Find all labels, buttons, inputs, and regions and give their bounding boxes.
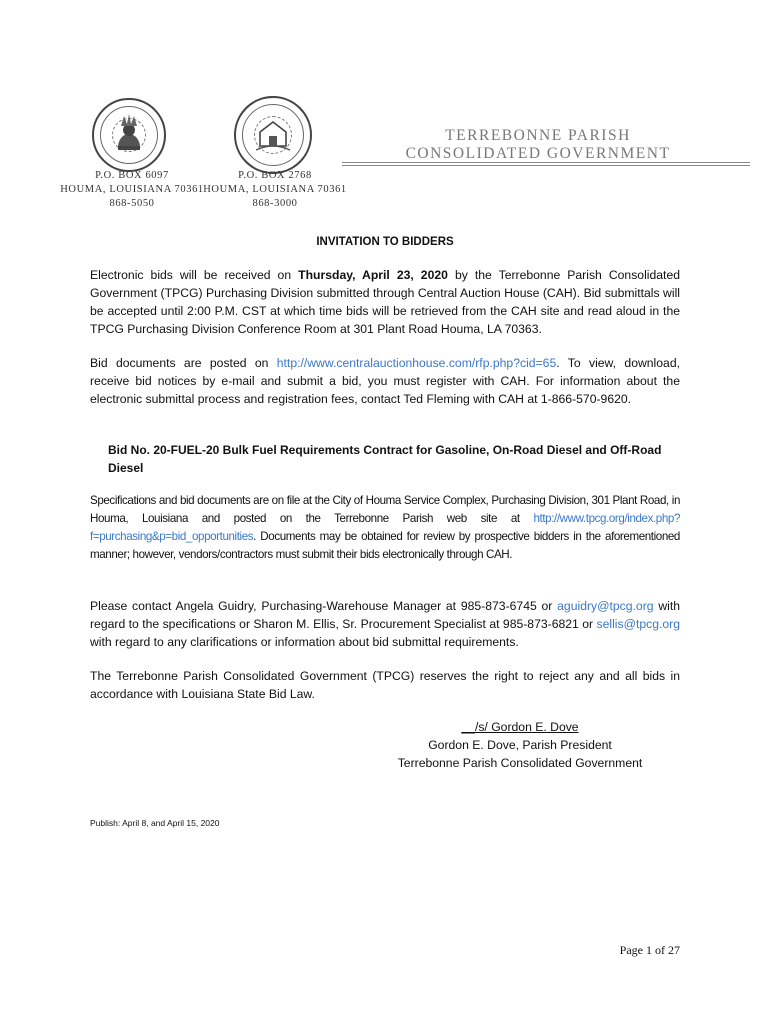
houma-po-box: P.O. BOX 6097 (95, 170, 169, 181)
para3-text: . Documents may be obtained for review by prospective bidders in the aforementioned manner; however, vendors/contractors must submit their bids electronically through CAH. (90, 530, 680, 561)
parish-po-box: P.O. BOX 2768 (238, 170, 312, 181)
para2-text: . To view, download, receive bid notices by e-mail and submit a bid, you must register with CAH. For information about the electronic submittal process and registration fees, contact Ted Fleming with CAH at 1-866-570-9620. (90, 356, 680, 406)
publish-dates: Publish: April 8, and April 15, 2020 (90, 818, 220, 828)
paragraph-bid-receipt (90, 266, 680, 338)
para1-text: by the Terrebonne Parish Consolidated Government (TPCG) Purchasing Division submitted through Central Auction House (CAH). Bid submittals will be accepted until 2:00 P.M. CST at which time bids will be retrieved from the CAH site and read aloud in the TPCG Purchasing Division Conference Room at 301 Plant Road Houma, LA 70363. (90, 268, 680, 336)
letterhead-rule (342, 162, 750, 163)
paragraph-contacts (90, 597, 680, 651)
bid-number-heading: Bid No. 20-FUEL-20 Bulk Fuel Requirements Contract for Gasoline, On-Road Diesel and Off-Road Diesel (108, 443, 662, 475)
houma-city: HOUMA, LOUISIANA 70361 (60, 184, 204, 195)
signatory-organization: Terrebonne Parish Consolidated Government (397, 756, 643, 770)
signature-line: __/s/ Gordon E. Dove (461, 720, 579, 734)
paragraph-bid-documents (90, 354, 680, 408)
bid-date: Thursday, April 23, 2020 (298, 268, 448, 282)
page-number: Page 1 of 27 (619, 943, 680, 957)
para2-text: Bid documents are posted on (90, 356, 277, 370)
para1-text: Electronic bids will be received on (90, 268, 299, 282)
org-name-line2: CONSOLIDATED GOVERNMENT (405, 145, 671, 162)
parish-phone: 868-3000 (252, 198, 298, 209)
letterhead-rule (342, 165, 750, 166)
signatory-title: Gordon E. Dove, Parish President (428, 738, 612, 752)
para4-text: Please contact Angela Guidry, Purchasing-Warehouse Manager at 985-873-6745 or (90, 599, 558, 613)
para4-text: with regard to any clarifications or information about bid submittal requirements. (90, 635, 519, 649)
document-title: INVITATION TO BIDDERS (316, 236, 454, 248)
paragraph-reserves-right: The Terrebonne Parish Consolidated Government (TPCG) reserves the right to reject any and all bids in accordance with Louisiana State Bid Law. (90, 669, 680, 701)
tpcg-bid-link[interactable]: http://www.tpcg.org/index.php?f=purchasing&p=bid_opportunities (90, 512, 680, 543)
para3-text: Specifications and bid documents are on file at the City of Houma Service Complex, Purchasing Division, 301 Plant Road, in Houma, Louisiana and posted on the Terrebonne Parish web site at (90, 494, 680, 525)
email-sellis-link[interactable]: sellis@tpcg.org (596, 617, 680, 631)
parish-address (200, 169, 350, 211)
terrebonne-parish-seal (234, 96, 312, 174)
city-of-houma-seal (92, 98, 166, 172)
cah-link[interactable]: http://www.centralauctionhouse.com/rfp.php?cid=65 (276, 356, 557, 370)
org-name-line1: TERREBONNE PARISH (445, 127, 631, 144)
houma-phone: 868-5050 (109, 198, 155, 209)
paragraph-specifications (90, 492, 680, 564)
houma-address (52, 169, 212, 211)
para4-text: with regard to the specifications or Sharon M. Ellis, Sr. Procurement Specialist at 985-873-6821 or (90, 599, 681, 631)
email-aguidry-link[interactable]: aguidry@tpcg.org (557, 599, 654, 613)
parish-city: HOUMA, LOUISIANA 70361 (203, 184, 347, 195)
